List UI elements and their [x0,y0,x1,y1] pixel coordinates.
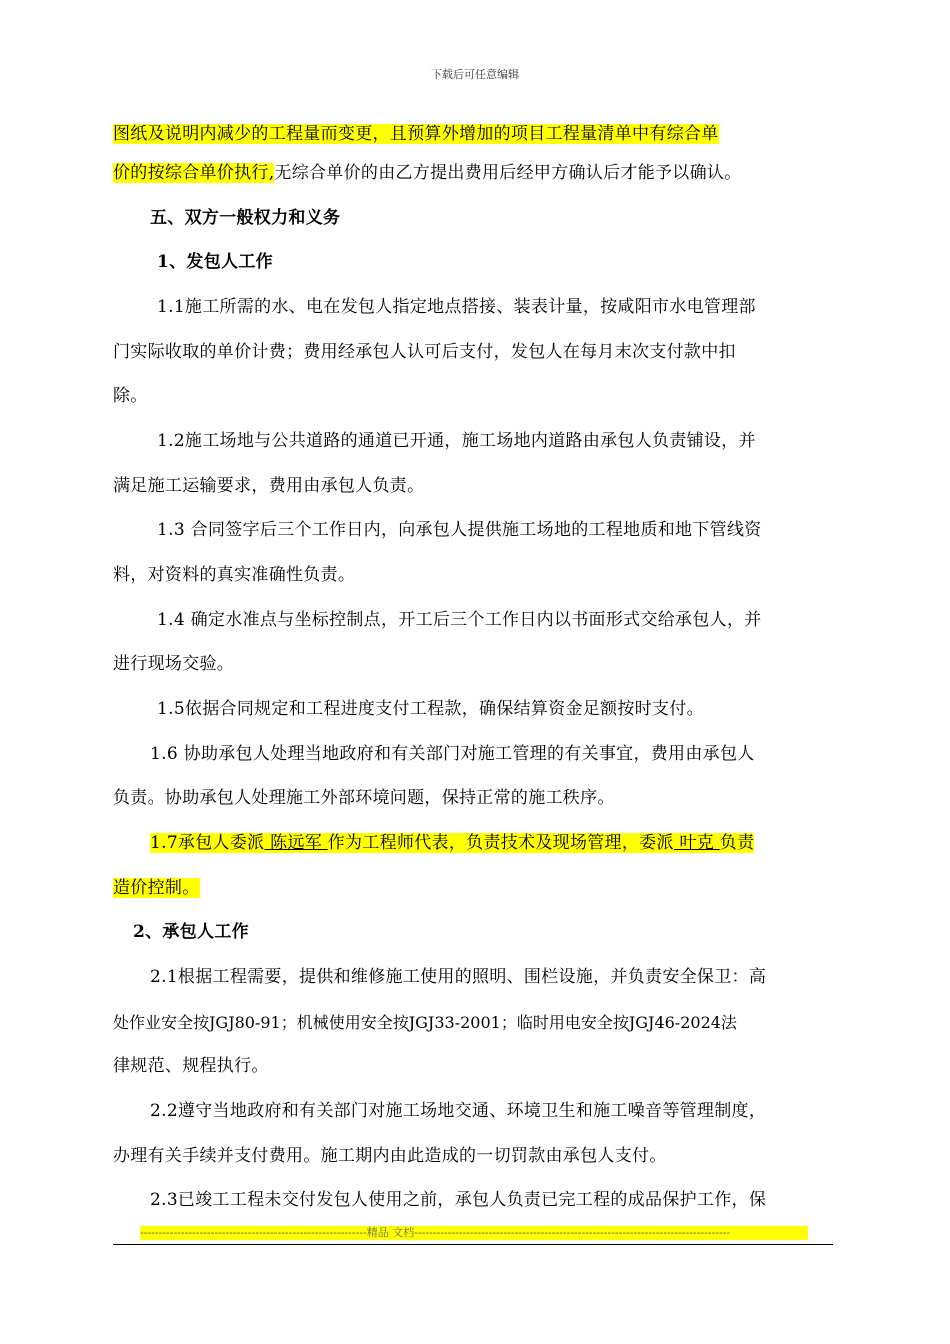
item-1-6-line-1: 1.6 协助承包人处理当地政府和有关部门对施工管理的有关事宜，费用由承包人 [150,744,755,764]
sub-2-title: 2、承包人工作 [133,922,249,942]
item-2-1-line-1: 2.1根据工程需要，提供和维修施工使用的照明、围栏设施，并负责安全保卫：高 [150,967,767,987]
intro-line-2: 价的按综合单价执行,无综合单价的由乙方提出费用后经甲方确认后才能予以确认。 [113,163,742,183]
item-1-2-line-1: 1.2施工场地与公共道路的通道已开通，施工场地内道路由承包人负责铺设，并 [157,431,756,451]
item-1-4-line-1: 1.4 确定水准点与坐标控制点，开工后三个工作日内以书面形式交给承包人，并 [157,610,762,630]
item-1-2-line-2: 满足施工运输要求，费用由承包人负责。 [113,476,425,496]
engineer-name: 陈远军 [264,833,328,853]
item-1-1-line-3: 除。 [113,386,148,406]
item-2-3-line-1: 2.3已竣工工程未交付发包人使用之前，承包人负责已完工程的成品保护工作，保 [150,1190,767,1210]
item-1-1-line-2: 门实际收取的单价计费；费用经承包人认可后支付，发包人在每月末次支付款中扣 [113,342,736,362]
item-1-7-line-1: 1.7承包人委派 陈远军 作为工程师代表，负责技术及现场管理，委派 叶克 负责 [150,833,755,853]
footer-divider [113,1244,833,1245]
sub-1-title: 1、发包人工作 [157,252,273,272]
item-2-1-line-3: 律规范、规程执行。 [113,1056,269,1076]
section-5-title: 五、双方一般权力和义务 [150,208,341,228]
item-2-2-line-1: 2.2遵守当地政府和有关部门对施工场地交通、环境卫生和施工噪音等管理制度， [150,1101,767,1121]
footer-banner: -------------------------------------------------------------精品 文档------------------------------------------------------------------------------------- [140,1226,808,1240]
item-1-7-line-2: 造价控制。 [113,878,200,898]
cost-controller-name: 叶克 [673,833,720,853]
intro-line-1: 图纸及说明内减少的工程量而变更，且预算外增加的项目工程量清单中有综合单 [113,124,719,144]
item-1-3-line-2: 料，对资料的真实准确性负责。 [113,565,356,585]
item-1-4-line-2: 进行现场交验。 [113,654,235,674]
item-2-1-line-2: 处作业安全按JGJ80-91；机械使用安全按JGJ33-2001；临时用电安全按JGJ46-2024法 [113,1013,737,1032]
item-1-3-line-1: 1.3 合同签字后三个工作日内，向承包人提供施工场地的工程地质和地下管线资 [157,520,762,540]
page-header: 下载后可任意编辑 [431,68,519,81]
item-1-5-line-1: 1.5依据合同规定和工程进度支付工程款，确保结算资金足额按时支付。 [157,699,704,719]
item-2-2-line-2: 办理有关手续并支付费用。施工期内由此造成的一切罚款由承包人支付。 [113,1146,667,1166]
item-1-6-line-2: 负责。协助承包人处理施工外部环境问题，保持正常的施工秩序。 [113,788,615,808]
item-1-1-line-1: 1.1施工所需的水、电在发包人指定地点搭接、装表计量，按咸阳市水电管理部 [157,297,756,317]
